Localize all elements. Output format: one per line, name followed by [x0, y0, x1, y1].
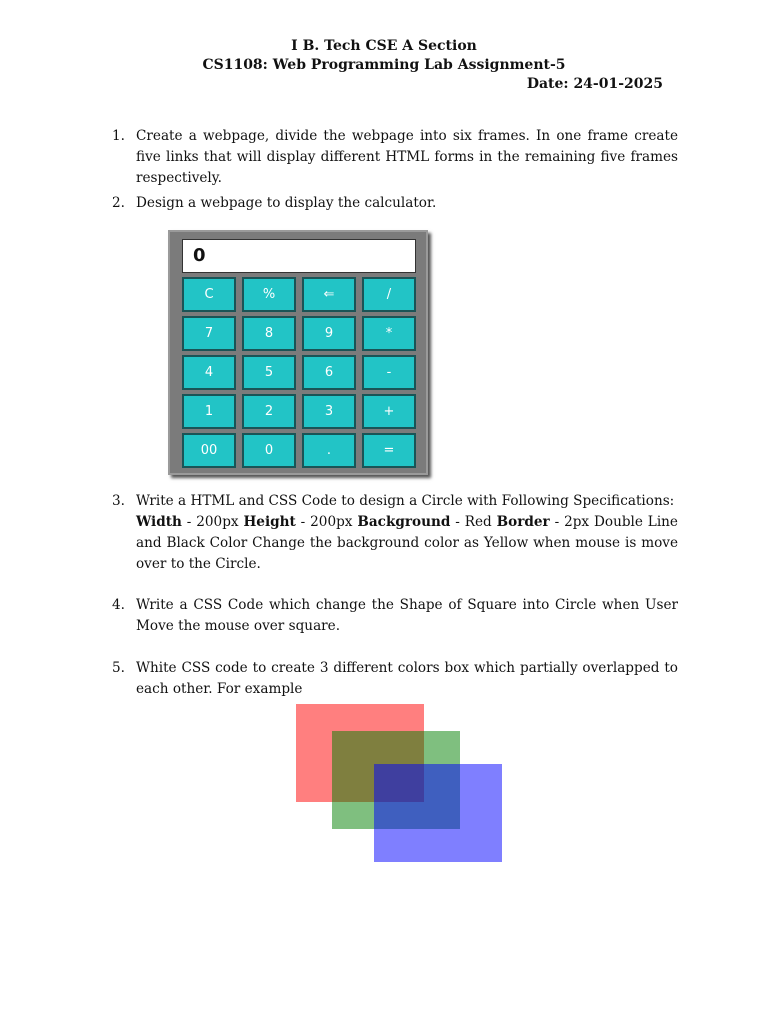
calc-key-decimal: .: [302, 433, 356, 468]
calc-key-percent: %: [242, 277, 296, 312]
question-text: Design a webpage to display the calculator.: [136, 195, 437, 211]
calc-key-7: 7: [182, 316, 236, 351]
spec-background-value: - Red: [450, 514, 497, 530]
calculator-display: 0: [182, 239, 416, 273]
document-header: [0, 37, 768, 92]
spec-width-label: Width: [136, 514, 182, 530]
question-number: 5.: [112, 660, 125, 676]
spec-border-label: Border: [496, 514, 550, 530]
example-blue-box: [374, 764, 502, 862]
spec-background-label: Background: [357, 514, 451, 530]
question-number: 2.: [112, 195, 125, 211]
calc-key-clear: C: [182, 277, 236, 312]
question-text: Write a CSS Code which change the Shape of Square into Circle when User Move the mouse over square.: [136, 597, 678, 634]
calc-key-plus: +: [362, 394, 416, 429]
calc-key-divide: /: [362, 277, 416, 312]
question-text: White CSS code to create 3 different colors box which partially overlapped to each other. For example: [136, 660, 678, 697]
spec-height-value: - 200px: [295, 514, 358, 530]
question-text: Create a webpage, divide the webpage into six frames. In one frame create five links that will display different HTML forms in the remaining five frames respectively.: [136, 128, 678, 186]
calculator-image: [168, 230, 428, 475]
question-intro: Write a HTML and CSS Code to design a Circle with Following Specifications:: [136, 493, 675, 509]
calc-key-equals: =: [362, 433, 416, 468]
header-date: Date: 24-01-2025: [526, 76, 663, 92]
question-number: 4.: [112, 597, 125, 613]
header-section: I B. Tech CSE A Section: [291, 38, 477, 54]
spec-width-value: - 200px: [181, 514, 244, 530]
calc-key-backspace: ⇐: [302, 277, 356, 312]
calc-key-6: 6: [302, 355, 356, 390]
calc-key-8: 8: [242, 316, 296, 351]
calc-key-00: 00: [182, 433, 236, 468]
header-course-title: CS1108: Web Programming Lab Assignment-5: [202, 57, 566, 73]
calc-key-9: 9: [302, 316, 356, 351]
calc-key-2: 2: [242, 394, 296, 429]
calc-key-multiply: *: [362, 316, 416, 351]
calc-key-minus: -: [362, 355, 416, 390]
calc-key-5: 5: [242, 355, 296, 390]
calc-key-3: 3: [302, 394, 356, 429]
question-number: 1.: [112, 128, 125, 144]
calc-key-1: 1: [182, 394, 236, 429]
calc-key-4: 4: [182, 355, 236, 390]
spec-height-label: Height: [243, 514, 296, 530]
calc-key-0: 0: [242, 433, 296, 468]
spec-border-value: - 2px Double Line and Black Color Change the background color as Yellow when mouse is move over to the Circle.: [136, 514, 678, 572]
question-number: 3.: [112, 493, 125, 509]
question-text: [136, 491, 678, 575]
